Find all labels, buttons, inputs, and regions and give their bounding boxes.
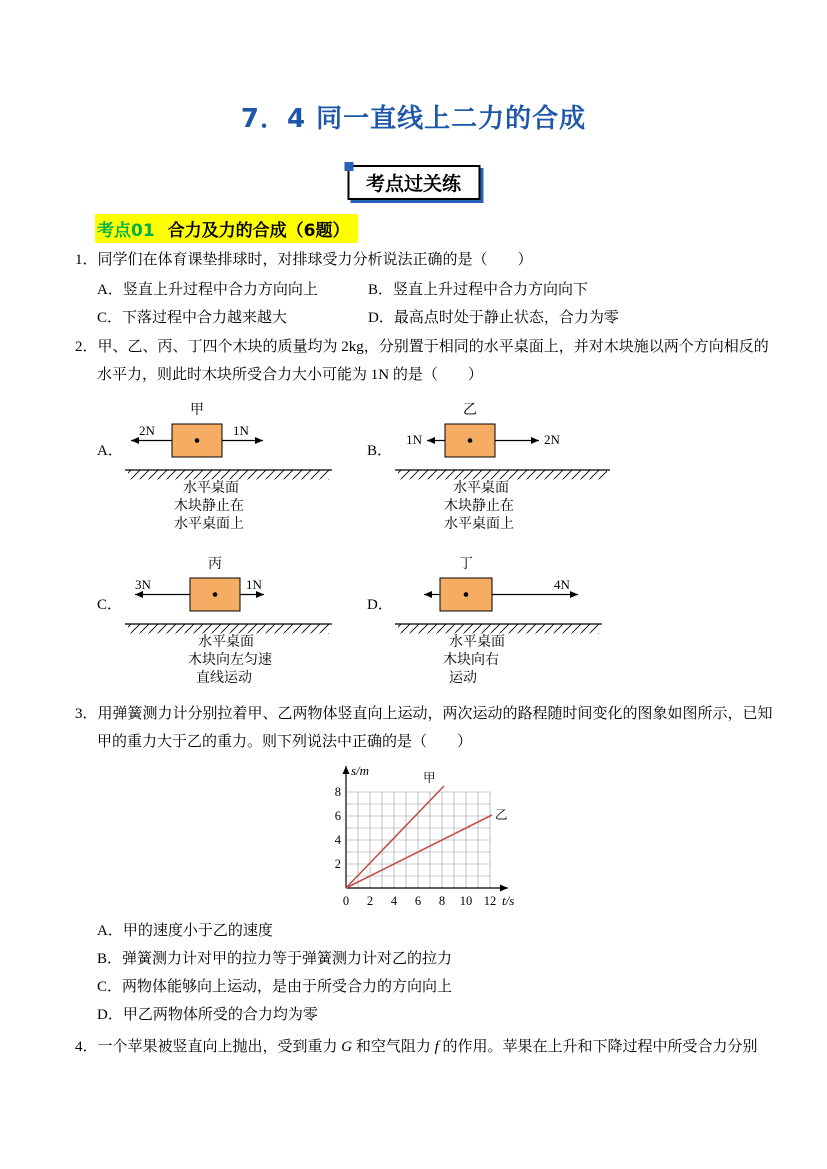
question-2-stem-line2: 水平力，则此时木块所受合力大小可能为 1N 的是（ ） xyxy=(97,367,483,383)
badge-accent-square xyxy=(344,162,353,171)
block-center-dot xyxy=(213,592,218,597)
question-2-stem-line1: 2．甲、乙、丙、丁四个木块的质量均为 2kg，分别置于相同的水平桌面上，并对木块施以两个方向相反的 xyxy=(75,339,769,355)
q1-option-b: B．竖直上升过程中合力方向向下 xyxy=(368,282,589,298)
q2-diagram-b xyxy=(365,398,625,553)
q3-option-b: B．弹簧测力计对甲的拉力等于弹簧测力计对乙的拉力 xyxy=(97,951,453,967)
left-force-label: 1N xyxy=(406,432,422,447)
block-center-dot xyxy=(464,592,469,597)
q3-distance-time-graph xyxy=(318,756,533,914)
left-force-label: 3N xyxy=(135,577,151,592)
x-tick: 12 xyxy=(483,894,497,908)
x-axis-label: t/s xyxy=(502,893,515,908)
x-tick: 6 xyxy=(414,894,422,908)
badge-label: 考点过关练 xyxy=(365,173,462,195)
caption-line: 水平桌面上 xyxy=(444,517,514,532)
x-tick: 0 xyxy=(342,894,350,908)
q2-diagram-a xyxy=(95,398,355,553)
q3-option-c: C．两物体能够向上运动，是由于所受合力的方向向上 xyxy=(97,979,453,995)
block-label: 丁 xyxy=(459,557,473,572)
left-force-label: 2N xyxy=(139,423,155,438)
y-axis-label: s/m xyxy=(351,763,370,778)
series-yi-label: 乙 xyxy=(495,808,508,822)
badge-container xyxy=(347,165,480,200)
page-title: 7．4 同一直线上二力的合成 xyxy=(240,104,587,134)
q4-text: 4．一个苹果被竖直向上抛出，受到重力 xyxy=(75,1039,342,1055)
caption-line: 水平桌面 xyxy=(453,481,509,496)
q4-text: 和空气阻力 xyxy=(352,1039,435,1055)
caption-line: 木块向右 xyxy=(443,653,499,668)
q3-option-a: A．甲的速度小于乙的速度 xyxy=(97,923,273,939)
topic-number: 01 xyxy=(131,221,155,241)
ground-hatching xyxy=(128,625,329,634)
caption-line: 水平桌面 xyxy=(198,635,254,650)
caption-line: 水平桌面上 xyxy=(174,517,244,532)
series-jia-line xyxy=(346,786,444,888)
ground-hatching xyxy=(398,625,599,634)
option-letter: B． xyxy=(367,443,393,459)
caption-line: 木块静止在 xyxy=(174,499,244,514)
question-4-stem xyxy=(75,1037,758,1057)
ground-hatching xyxy=(398,471,607,480)
option-letter: C． xyxy=(97,597,123,613)
series-yi-line xyxy=(346,815,492,888)
right-force-label: 1N xyxy=(246,577,262,592)
topic-tag: 考点 xyxy=(97,221,131,241)
q1-option-a: A．竖直上升过程中合力方向向上 xyxy=(97,282,318,298)
topic-title: 合力及力的合成（6题） xyxy=(167,221,350,241)
q2-diagram-d xyxy=(365,552,625,710)
question-3-stem-line1: 3．用弹簧测力计分别拉着甲、乙两物体竖直向上运动，两次运动的路程随时间变化的图象如图所示，已知 xyxy=(75,706,773,722)
block-label: 丙 xyxy=(208,557,222,572)
block-center-dot xyxy=(195,438,200,443)
caption-line: 木块向左匀速 xyxy=(188,653,272,668)
question-3-stem-line2: 甲的重力大于乙的重力。则下列说法中正确的是（ ） xyxy=(97,734,473,750)
y-tick: 4 xyxy=(334,833,341,847)
q1-option-c: C．下落过程中合力越来越大 xyxy=(97,310,288,326)
x-tick: 8 xyxy=(438,894,446,908)
x-tick: 2 xyxy=(366,894,374,908)
q2-diagram-c xyxy=(95,552,355,710)
caption-line: 运动 xyxy=(449,671,477,686)
question-1-stem: 1．同学们在体育课垫排球时，对排球受力分析说法正确的是（ ） xyxy=(75,252,533,268)
block-label: 甲 xyxy=(190,403,204,418)
series-jia-label: 甲 xyxy=(423,771,436,785)
caption-line: 水平桌面 xyxy=(449,635,505,650)
q3-option-d: D．甲乙两物体所受的合力均为零 xyxy=(97,1007,318,1023)
block-center-dot xyxy=(468,438,473,443)
gravity-symbol: G xyxy=(341,1039,353,1055)
block-label: 乙 xyxy=(463,403,477,418)
q1-option-d: D．最高点时处于静止状态，合力为零 xyxy=(368,310,619,326)
y-tick: 2 xyxy=(334,857,341,871)
x-tick: 4 xyxy=(390,894,398,908)
topic-heading xyxy=(95,214,358,243)
caption-line: 木块静止在 xyxy=(444,499,514,514)
option-letter: D． xyxy=(367,597,393,613)
ground-hatching xyxy=(128,471,329,480)
y-tick: 6 xyxy=(334,809,341,823)
x-tick: 10 xyxy=(459,894,473,908)
air-resistance-symbol: f xyxy=(434,1039,439,1055)
right-force-label: 2N xyxy=(544,432,560,447)
practice-badge xyxy=(347,165,480,200)
option-letter: A． xyxy=(97,443,123,459)
right-force-label: 1N xyxy=(233,423,249,438)
caption-line: 水平桌面 xyxy=(183,481,239,496)
caption-line: 直线运动 xyxy=(196,671,252,686)
right-force-label: 4N xyxy=(554,577,570,592)
q4-text: 的作用。苹果在上升和下降过程中所受合力分别 xyxy=(438,1039,758,1055)
y-tick: 8 xyxy=(334,785,341,799)
